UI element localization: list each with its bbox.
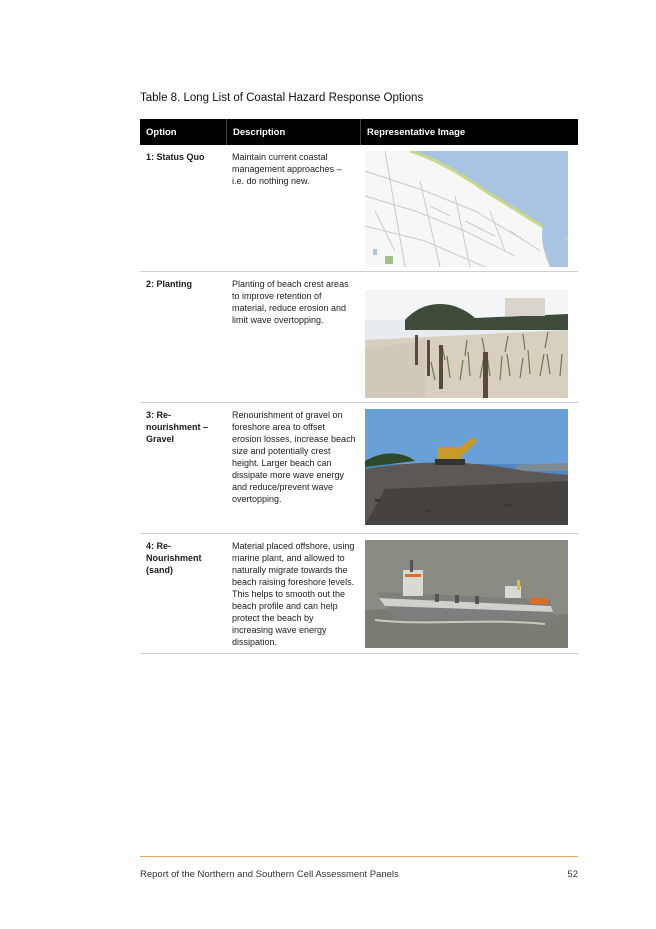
row-description: Planting of beach crest areas to improve retention of material, reduce erosion and limit wave overtopping. [232, 279, 349, 325]
street-map-image [365, 151, 568, 267]
header-option: Option [146, 126, 177, 138]
planting-photo [365, 290, 568, 398]
gravel-renourishment-photo [365, 409, 568, 525]
table-title: Table 8. Long List of Coastal Hazard Response Options [140, 92, 424, 104]
row-option: 1: Status Quo [146, 152, 205, 162]
table-header [140, 119, 578, 145]
row-option: 4: Re-Nourishment (sand) [146, 541, 202, 575]
dredger-vessel-image [365, 540, 568, 648]
header-description: Description [226, 119, 360, 145]
page-number: 52 [567, 869, 578, 880]
row-option: 2: Planting [146, 279, 193, 289]
beach-planting-image [365, 290, 568, 398]
row-description: Maintain current coastal management approaches – i.e. do nothing new. [232, 152, 342, 186]
table-row [140, 534, 578, 654]
options-table [140, 119, 578, 654]
sand-renourishment-photo [365, 540, 568, 648]
excavator-beach-image [365, 409, 568, 525]
row-description: Renourishment of gravel on foreshore area to offset erosion losses, increase beach size and potentially crest height. Larger beach can dissipate more wave energy and reduce/prevent wave overtopping. [232, 410, 356, 504]
table-row [140, 403, 578, 534]
row-option: 3: Re-nourishment – Gravel [146, 410, 209, 444]
footer-divider [140, 856, 578, 857]
table-row [140, 145, 578, 272]
header-image: Representative Image [360, 119, 578, 145]
table-row [140, 272, 578, 403]
map-image [365, 151, 568, 267]
row-description: Material placed offshore, using marine plant, and allowed to naturally migrate towards the beach raising foreshore levels. This helps to smooth out the beach profile and can help protect the beach by increasing wave energy dissipation. [232, 541, 355, 647]
footer-report-title: Report of the Northern and Southern Cell Assessment Panels [140, 869, 399, 880]
